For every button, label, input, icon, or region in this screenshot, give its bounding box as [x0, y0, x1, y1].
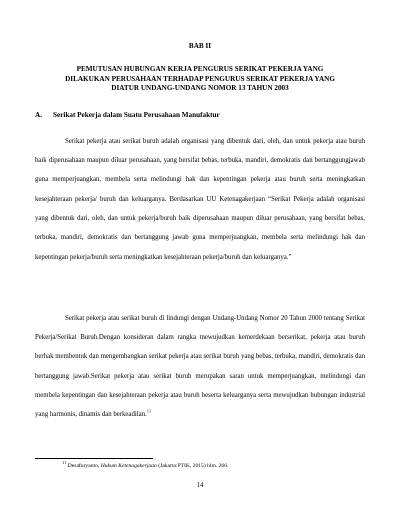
chapter-title-line: PEMUTUSAN HUBUNGAN KERJA PENGURUS SERIKAT PEKERJA YANG [76, 65, 324, 73]
chapter-title-line: DILAKUKAN PERUSAHAAN TERHADAP PENGURUS SERIKAT PEKERJA YANG [65, 74, 335, 83]
footnote-number: 11 [62, 460, 67, 466]
chapter-title [40, 65, 360, 94]
footnote-author: Desafuryanto, [67, 463, 100, 469]
chapter-heading: BAB II [188, 42, 212, 50]
section-title: Serikat Pekerja dalam Suatu Perusahaan Manufaktur [53, 111, 220, 119]
chapter-title-line: DIATUR UNDANG-UNDANG NOMOR 13 TAHUN 2003 [111, 84, 289, 92]
page-number: 14 [196, 482, 204, 489]
section-heading [35, 111, 220, 119]
body-paragraph: Serikat pekerja atau serikat buruh adalah organisasi yang dibentuk dari, oleh, dan untuk pekerja atau buruh baik diperusahaan maupun diluar perusahaan, yang bersifat bebas, terbuka, mandiri, demokratis dan bertanggungjawab guna memperjuangkan, membela serta melindungi hak dan kepentingan pekerja atau buruh serta meningkatkan kesejahteraan pekerja/ buruh dan keluarganya. Berdasarkan UU Ketenagakerjaan “Serikat Pekerja adalah organisasi yang dibentuk dari, oleh, dan untuk pekerja/buruh baik diperusahaan maupun diluar perusahaan, yang bersifat bebas, terbuka, mandiri, demokratis dan bertanggung jawab guna memperjuangkan, membela serta melindungi hak dan kepentingan pekerja/buruh serta meningkatkan kesejahteraan pekerja/buruh dan keluarganya.” [35, 137, 365, 261]
footnote-book-title: Hukum Ketenagakerjaan [100, 463, 157, 469]
footnote [62, 462, 228, 470]
section-number: A. [35, 111, 42, 119]
footnote-reference[interactable]: 11 [146, 409, 152, 415]
footnote-publication: (Jakarta:PTIK, 2015) hlm. 266. [158, 463, 229, 469]
body-paragraph [35, 309, 365, 425]
footnote-divider [35, 458, 153, 459]
paragraph-text: Serikat pekerja atau serikat buruh di lindungi dengan Undang-Undang Nomor 20 Tahun 2000 tentang Serikat Pekerja/Serikat Buruh.Dengan konsideran dalam rangka mewujudkan kemerdekaan berserikat, pekerja atau buruh berhak membentuk dan mengembangkan serikat pekerja atau serikat buruh yang bebas, terbuka, mandiri, demokratis dan bertanggung jawab.Serikat pekerja atau serikat buruh merupakan saran untuk memperjuangkan, melindungi dan membela kepentingan dan kesejahteraan pekerja atau buruh beserta keluarganya serta mewujudkan hubungan industrial yang harmonis, dinamis dan berkeadilan. [35, 314, 365, 419]
